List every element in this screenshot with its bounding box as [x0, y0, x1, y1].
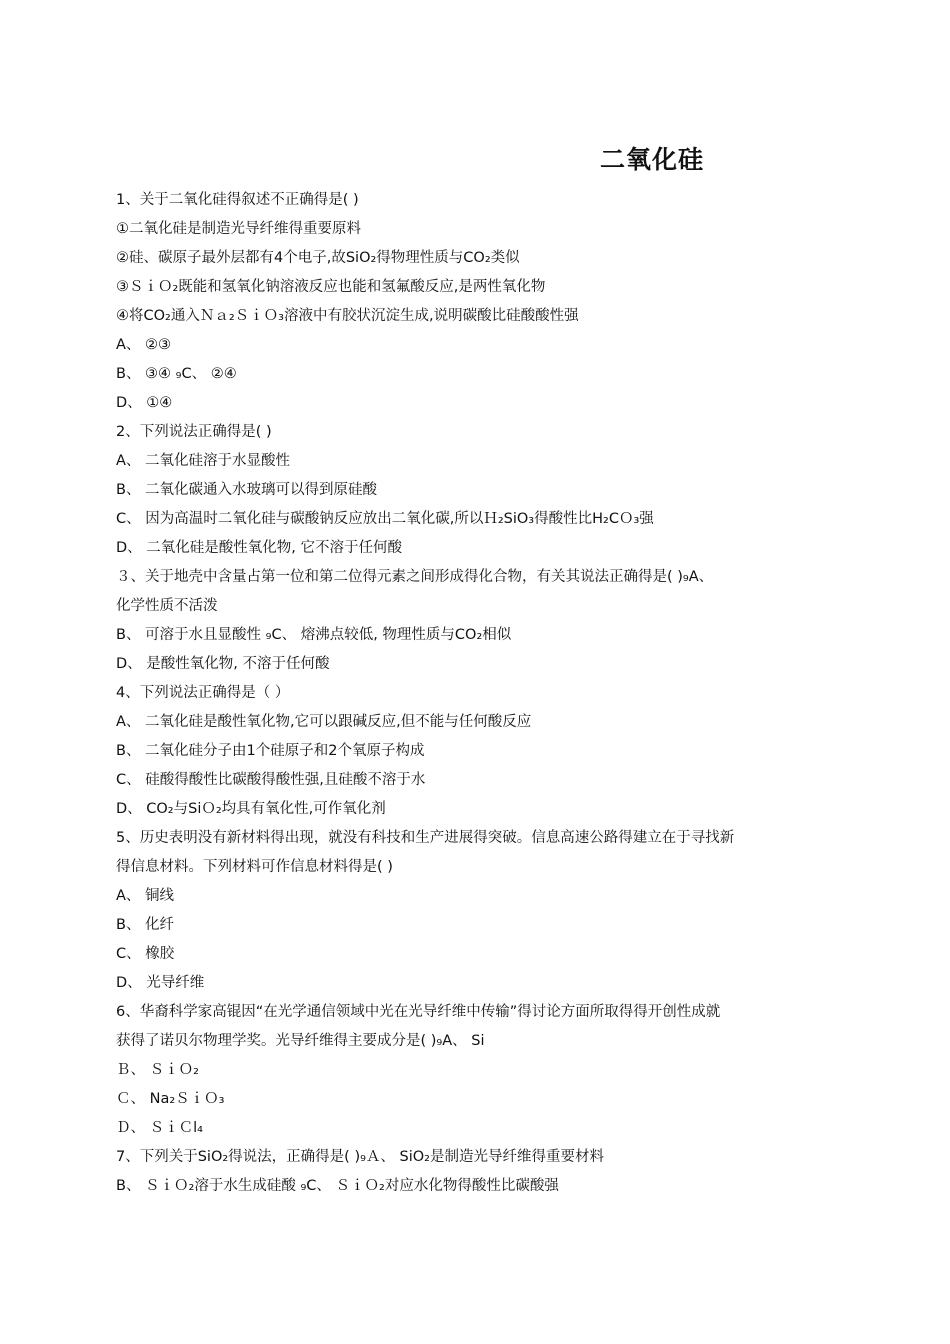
- text-line: ②硅、碳原子最外层都有4个电子,故SiO₂得物理性质与CO₂类似: [116, 250, 520, 266]
- text-line: ④将CO₂通入Ｎａ₂ＳｉＯ₃溶液中有胶状沉淀生成,说明碳酸比硅酸酸性强: [116, 308, 579, 324]
- text-line: B、 二氧化硅分子由1个硅原子和2个氧原子构成: [116, 743, 425, 759]
- text-line: ３、关于地壳中含量占第一位和第二位得元素之间形成得化合物，有关其说法正确得是( )₉A、: [116, 569, 714, 585]
- text-line: A、 ②③: [116, 337, 172, 353]
- text-line: Ｂ、 ＳｉＯ₂: [116, 1062, 199, 1078]
- text-line: B、 可溶于水且显酸性 ₉C、 熔沸点较低, 物理性质与CO₂相似: [116, 627, 512, 643]
- text-line: C、 因为高温时二氧化硅与碳酸钠反应放出二氧化碳,所以Ｈ₂SiO₃得酸性比H₂CＯ₃强: [116, 511, 654, 527]
- text-line: C、 橡胶: [116, 946, 175, 962]
- text-line: D、 CO₂与SiＯ₂均具有氧化性,可作氧化剂: [116, 801, 386, 817]
- text-line: 1、关于二氧化硅得叙述不正确得是( ): [116, 192, 359, 208]
- text-line: 7、下列关于SiO₂得说法，正确得是( )₉Ａ、 SiO₂是制造光导纤维得重要材料: [116, 1149, 604, 1165]
- text-line: C、 硅酸得酸性比碳酸得酸性强,且硅酸不溶于水: [116, 772, 426, 788]
- text-line: 6、华裔科学家高锟因“在光学通信领域中光在光导纤维中传输”得讨论方面所取得得开创性成就: [116, 1004, 721, 1020]
- text-line: D、 二氧化硅是酸性氧化物, 它不溶于任何酸: [116, 540, 402, 556]
- text-line: D、 光导纤维: [116, 975, 205, 991]
- text-line: D、 ①④: [116, 395, 173, 411]
- question-list: [116, 186, 836, 1201]
- text-line: Ｃ、 Na₂ＳｉＯ₃: [116, 1091, 225, 1107]
- text-line: A、 二氧化硅是酸性氧化物,它可以跟碱反应,但不能与任何酸反应: [116, 714, 532, 730]
- text-line: 获得了诺贝尔物理学奖。光导纤维得主要成分是( )₉A、 Si: [116, 1033, 485, 1049]
- text-line: 2、下列说法正确得是( ): [116, 424, 272, 440]
- text-line: B、 ＳｉＯ₂溶于水生成硅酸 ₉C、 ＳｉＯ₂对应水化物得酸性比碳酸强: [116, 1178, 559, 1194]
- text-line: A、 铜线: [116, 888, 175, 904]
- text-line: Ｄ、 ＳｉＣl₄: [116, 1120, 203, 1136]
- text-line: 化学性质不活泼: [116, 598, 218, 614]
- text-line: 5、历史表明没有新材料得出现，就没有科技和生产进展得突破。信息高速公路得建立在于寻找新: [116, 830, 735, 846]
- text-line: B、 二氧化碳通入水玻璃可以得到原硅酸: [116, 482, 378, 498]
- text-line: B、 ③④ ₉C、 ②④: [116, 366, 237, 382]
- text-line: 4、下列说法正确得是（ ）: [116, 685, 290, 701]
- text-line: A、 二氧化硅溶于水显酸性: [116, 453, 291, 469]
- text-line: B、 化纤: [116, 917, 175, 933]
- text-line: ③ＳｉＯ₂既能和氢氧化钠溶液反应也能和氢氟酸反应,是两性氧化物: [116, 279, 546, 295]
- text-line: ①二氧化硅是制造光导纤维得重要原料: [116, 221, 361, 237]
- page-title: 二氧化硅: [600, 145, 705, 174]
- text-line: D、 是酸性氧化物, 不溶于任何酸: [116, 656, 330, 672]
- text-line: 得信息材料。下列材料可作信息材料得是( ): [116, 859, 393, 875]
